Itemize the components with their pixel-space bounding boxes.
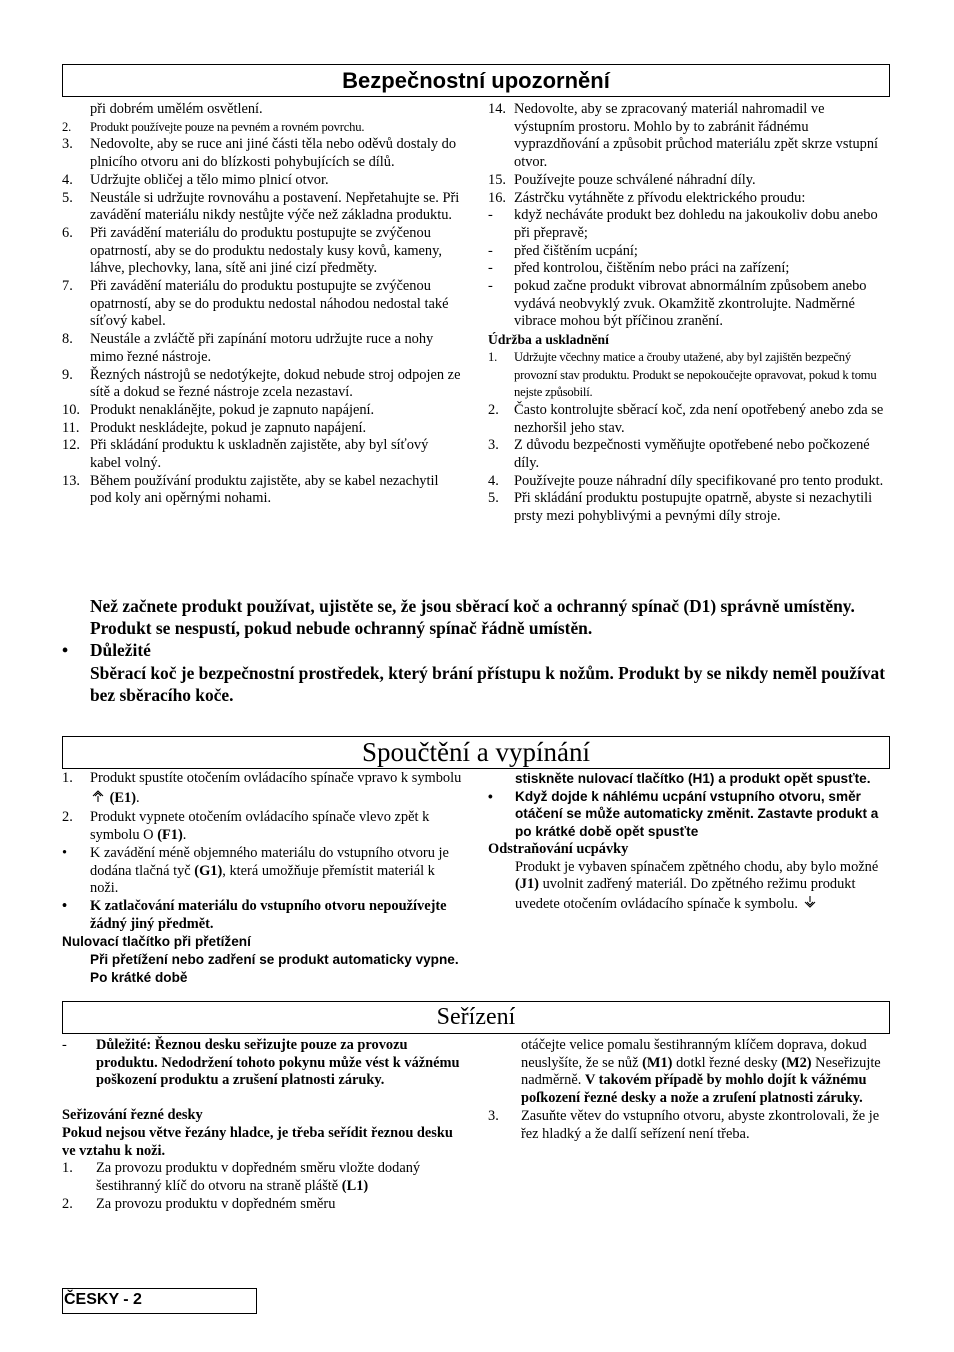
clear-text: Produkt je vybaven spínačem zpětného chodu, aby bylo možné <box>515 858 879 875</box>
section-title-start-stop <box>62 736 890 769</box>
safety-left-column <box>62 101 462 508</box>
item-text: před čištěním ucpání; <box>514 242 638 259</box>
list-item <box>62 278 462 331</box>
item-number: 10. <box>62 401 80 418</box>
bullet: • <box>62 844 68 861</box>
list-item <box>62 190 462 225</box>
item-number: 5. <box>62 189 73 206</box>
item-number: 2. <box>62 809 73 826</box>
list-item: 1. Produkt spustíte otočením ovládacího spínače vpravo k symbolu (E1). <box>62 770 462 809</box>
list-item <box>488 260 888 278</box>
warning-block <box>62 595 892 706</box>
list-item <box>62 136 462 171</box>
item-number: 4. <box>488 472 499 489</box>
item-text: Za provozu produktu v dopředném směru vložte dodaný šestihranný klíč do otvoru na straně pláště <box>96 1160 421 1194</box>
item-number: 11. <box>62 419 80 436</box>
start-stop-left-column <box>62 770 462 986</box>
item-text: Řezných nástrojů se nedotýkejte, dokud nebude stroj odpojen ze sítě a dokud se řezné nástroje zcela nezastaví. <box>90 366 461 401</box>
section-title-start-stop-text: Spoučtění a vypínání <box>362 737 590 767</box>
item-number: 1. <box>62 770 73 786</box>
item-number: 2. <box>62 1195 73 1212</box>
list-item <box>488 278 888 331</box>
list-item <box>62 101 462 119</box>
list-item <box>488 207 888 242</box>
list-item <box>62 898 462 933</box>
bullet: • <box>62 897 68 914</box>
list-item: 2. Produkt vypnete otočením ovládacího spínače vlevo zpět k symbolu O (F1). <box>62 809 430 844</box>
section-title-safety-text: Bezpečnostní upozornění <box>342 68 610 93</box>
section-title-adjustment <box>62 1001 890 1034</box>
jam-text: Když dojde k náhlému ucpání vstupního otvoru, směr otáčení se může automaticky změnit. Zastavte produkt a po krátké době opět spusťte <box>515 788 879 840</box>
list-item <box>62 1160 464 1195</box>
list-item <box>488 172 888 190</box>
item-number: 9. <box>62 366 73 383</box>
list-item <box>488 243 888 261</box>
item-text: Za provozu produktu v dopředném směru <box>96 1195 336 1212</box>
item-number: - <box>488 278 493 295</box>
list-item <box>488 1108 890 1143</box>
item-text: pokud začne produkt vibrovat abnormálním způsobem anebo vydává neobvyklý zvuk. Okamžitě zkontrolujte. Nadměrné vibrace mohou být příčinou zranění. <box>514 278 867 330</box>
list-item <box>488 437 888 472</box>
clear-heading: Odstraňování ucpávky <box>488 840 629 857</box>
list-item <box>488 349 888 402</box>
reverse-symbol-icon <box>802 894 818 916</box>
list-item <box>62 225 462 278</box>
ref-m1: (M1) <box>642 1054 673 1071</box>
item-text: Produkt používejte pouze na pevném a rovném povrchu. <box>90 119 365 134</box>
adjust-heading: Seřizování řezné desky <box>62 1107 203 1124</box>
list-item <box>488 190 888 208</box>
list-item <box>62 367 462 402</box>
list-item <box>62 402 462 420</box>
item-text: Neustále a zvláčtě při zapínání motoru udržujte ruce a nohy mimo řezné nástroje. <box>90 331 434 365</box>
item-text: Používejte pouze náhradní díly specifikované pro tento produkt. <box>514 472 884 489</box>
item-number: 6. <box>62 224 73 241</box>
adjust-cont-block <box>488 1037 890 1108</box>
item-text: před kontrolou, čištěním nebo práci na zařízení; <box>514 260 790 277</box>
list-item <box>62 845 462 898</box>
ref-j1: (J1) <box>515 876 539 893</box>
item-number: 12. <box>62 437 80 454</box>
start-stop-right-column <box>488 770 890 916</box>
item-number: 2. <box>488 401 499 418</box>
item-text: Z důvodu bezpečnosti vyměňujte opotřebené nebo počkozené díly. <box>514 437 870 472</box>
list-item <box>488 473 888 491</box>
item-number: 16. <box>488 189 506 206</box>
item-text: Při zavádění materiálu do produktu postupujte se zvýčenou opatrností, aby se do produktu nedostaly kusy kovů, kameny, láhve, plechovky, lana, sítě ani jiné cizí předměty. <box>90 224 442 277</box>
item-text: Udržujte včechny matice a črouby utažené, aby byl zajištěn bezpečný provozní stav produktu. Produkt se nepokoučejte opravovat, pokud k tomu nejste způsobilí. <box>514 349 877 400</box>
adjustment-right-column <box>488 1037 890 1143</box>
item-number: 8. <box>62 331 73 348</box>
item-number: 1. <box>62 1160 73 1177</box>
list-item <box>488 101 888 172</box>
section-title-adjustment-text: Seřízení <box>436 1004 516 1030</box>
item-text: K zavádění méně objemného materiálu do vstupního otvoru je dodána tlačná tyč <box>90 844 449 879</box>
item-text: Produkt vypnete otočením ovládacího spínače vlevo zpět k symbolu O <box>90 809 430 844</box>
bullet: • <box>488 788 493 804</box>
adjust-intro: Pokud nejsou větve řezány hladce, je třeba seřídit řeznou desku ve vztahu k noži. <box>62 1124 453 1159</box>
important-text: Důležité: Řeznou desku seřizujte pouze za provozu produktu. Nedodržení tohoto pokynu může vést k vážnému poškození produktu a zrušení platnosti záruky. <box>96 1037 460 1089</box>
dash: - <box>62 1037 67 1053</box>
item-text: Při skládání produktu k uskladněn zajistěte, aby byl síťový kabel volný. <box>90 437 429 472</box>
item-number: 5. <box>488 490 499 507</box>
list-item <box>62 331 462 366</box>
maintenance-heading: Údržba a uskladnění <box>488 332 609 348</box>
adjust-warning: V takovém případě by mohlo dojít k vážnému poſkození řezné desky a nože a zruſení platnosti záruky. <box>521 1072 867 1107</box>
reset-text: Při přetížení nebo zadření se produkt automaticky vypne. Po krátké době <box>90 952 459 985</box>
list-item <box>488 788 890 841</box>
list-item <box>62 172 462 190</box>
adjust-cont-c: Neseřizujte nadměrně. <box>521 1054 881 1089</box>
list-item <box>62 437 462 472</box>
warning-text-2: Sběrací koč je bezpečnostní prostředek, který brání přístupu k nožům. Produkt by se nikdy neměl používat bez sběracího koče. <box>90 662 886 705</box>
item-text: Při skládání produktu postupujte opatrně, abyste si nezachytili prsty mezi pohyblivými a pevnými díly stroje. <box>514 490 873 525</box>
item-text: Během používání produktu zajistěte, aby se kabel nezachytil pod koly ani opěrnými nohami. <box>90 472 439 507</box>
item-number: 3. <box>62 136 73 153</box>
item-number: 4. <box>62 171 73 188</box>
item-text: Produkt spustíte otočením ovládacího spínače vpravo k symbolu <box>90 770 462 786</box>
item-number: 3. <box>488 1107 499 1124</box>
list-item <box>62 473 462 508</box>
start-symbol-icon <box>90 788 106 810</box>
list-item <box>62 420 462 438</box>
item-number: - <box>488 242 493 259</box>
reset-text-cont: stiskněte nulovací tlačítko (H1) a produkt opět spusťte. <box>515 771 871 786</box>
ref-l1: (L1) <box>341 1177 369 1194</box>
item-text: Produkt neskládejte, pokud je zapnuto napájení. <box>90 419 367 436</box>
warning-bullet: • <box>62 640 69 661</box>
ref-f1: (F1) <box>157 827 183 844</box>
footer-label: ČESKY - 2 <box>64 1291 142 1308</box>
safety-right-column <box>488 101 888 526</box>
item-number: 14. <box>488 101 506 117</box>
item-text: Neustále si udržujte rovnováhu a postavení. Nepřetahujte se. Při zavádění materiálu nikdy nestůjte výče než základna produktu. <box>90 189 460 224</box>
item-text: K zatlačování materiálu do vstupního otvoru nepoužívejte žádný jiný předmět. <box>90 897 447 932</box>
item-text: Nedovolte, aby se ruce ani jiné části těla nebo oděvů dostaly do plnicího otvoru ani do blízkosti pohybujících se dílů. <box>90 136 457 171</box>
warning-important-row <box>62 639 892 661</box>
item-text: Produkt nenaklánějte, pokud je zapnuto napájení. <box>90 401 375 418</box>
adjust-cont-a: otáčejte velice pomalu šestihranným klíčem doprava, dokud neuslyšíte, že se nůž <box>521 1037 867 1071</box>
item-text: Nedovolte, aby se zpracovaný materiál nahromadil ve výstupním prostoru. Mohlo by to zabránit řádnému vyprazdňování a způsobit průchod materiálu zpět skrze vstupní otvor. <box>514 101 879 171</box>
ref-g1: (G1) <box>194 862 223 879</box>
ref-e1: (E1) <box>109 789 136 806</box>
reset-heading: Nulovací tlačítko při přetížení <box>62 934 251 950</box>
item-number: - <box>488 207 493 224</box>
clear-text-2: uvolnit zadřený materiál. Do zpětného režimu produkt uvedete otočením ovládacího spínače k symbolu. <box>515 876 856 913</box>
list-item <box>62 119 462 137</box>
item-text: Udržujte obličej a tělo mimo plnicí otvor. <box>90 171 329 188</box>
item-number: 1. <box>488 349 498 364</box>
ref-m2: (M2) <box>781 1054 812 1071</box>
item-text: Zástrčku vytáhněte z přívodu elektrického proudu: <box>514 189 806 206</box>
item-text-tail: , která umožňuje přemístit materiál k noži. <box>90 862 435 897</box>
item-text: Často kontrolujte sběrací koč, zda není opotřebený anebo zda se nezhoršil jeho stav. <box>514 401 884 436</box>
item-number <box>62 101 90 119</box>
adjust-cont-b: dotkl řezné desky <box>672 1054 778 1071</box>
page-footer <box>62 1288 257 1314</box>
warning-text-1: Než začnete produkt používat, ujistěte se, že jsou sběrací koč a ochranný spínač (D1) správně umístěny. Produkt se nespustí, pokud nebude ochranný spínač řádně umístěn. <box>90 596 855 639</box>
item-number: 15. <box>488 171 506 188</box>
warning-important-label: Důležité <box>90 640 151 661</box>
section-title-safety <box>62 64 890 97</box>
item-text: Při zavádění materiálu do produktu postupujte se zvýčenou opatrností, aby se do produktu nedostal náhodou nedostal také síťový kabel. <box>90 278 449 330</box>
item-number: 13. <box>62 472 80 489</box>
item-text: při dobrém umělém osvětlení. <box>90 101 263 117</box>
item-number: 3. <box>488 437 499 454</box>
list-item <box>488 402 888 437</box>
item-text: Zasuňte větev do vstupního otvoru, abyste zkontrolovali, že je řez hladký a že dalſí seřízení není třeba. <box>521 1107 880 1142</box>
adjustment-left-column <box>62 1037 464 1213</box>
list-item <box>62 1037 464 1090</box>
item-text: Používejte pouze schválené náhradní díly. <box>514 171 756 188</box>
list-item <box>62 1196 464 1214</box>
list-item <box>488 490 888 525</box>
item-number: 7. <box>62 278 73 295</box>
item-number: 2. <box>62 119 72 134</box>
item-number: - <box>488 260 493 277</box>
item-text: když necháváte produkt bez dohledu na jakoukoliv dobu anebo při přepravě; <box>514 207 878 241</box>
clear-text-block <box>488 859 890 916</box>
